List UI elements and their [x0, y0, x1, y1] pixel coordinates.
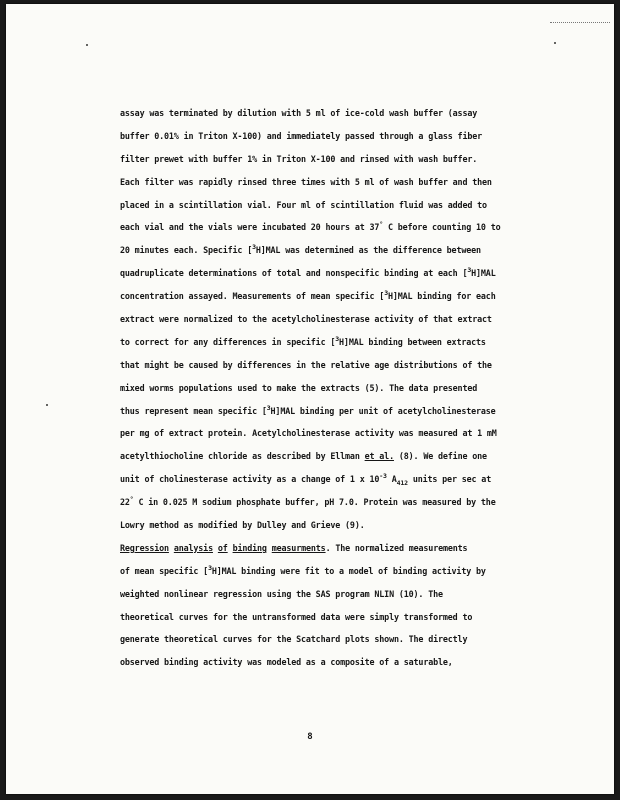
text-segment: of mean specific [ [120, 565, 209, 576]
text-line [120, 354, 550, 377]
sup-text: 3 [266, 403, 271, 412]
sup-text: 3 [335, 334, 340, 343]
text-segment: each vial and the vials were incubated 20 hours at 37 [120, 222, 380, 233]
underlined-text: analysis [173, 542, 213, 553]
text-segment: unit of cholinesterase activity as a change of 1 x 10 [120, 474, 380, 485]
text-line [120, 651, 550, 674]
text-segment: H]MAL [471, 268, 496, 279]
text-segment: H]MAL binding for each [387, 291, 496, 302]
text-line [120, 285, 550, 308]
text-segment: quadruplicate determinations of total and nonspecific binding at each [ [120, 268, 468, 279]
text-line [120, 400, 550, 423]
text-segment: acetylthiocholine chloride as described by Ellman [120, 451, 365, 462]
text-line [120, 560, 550, 583]
body-text [120, 102, 550, 674]
text-segment: per mg of extract protein. Acetylcholinesterase activity was measured at 1 mM [120, 428, 497, 439]
text-line [120, 216, 550, 239]
text-segment: thus represent mean specific [ [120, 405, 267, 416]
text-segment: theoretical curves for the untransformed data were simply transformed to [120, 611, 473, 622]
underlined-text: binding [232, 542, 267, 553]
text-segment: A [386, 474, 397, 485]
text-line [120, 628, 550, 651]
sup-text: 3 [208, 563, 212, 572]
text-segment: buffer 0.01% in Triton X-100) and immediately passed through a glass fiber [120, 130, 483, 141]
text-line [120, 606, 550, 629]
sup-text: ° [129, 495, 134, 504]
text-segment: to correct for any differences in specific [ [120, 336, 336, 347]
text-segment: generate theoretical curves for the Scatchard plots shown. The directly [120, 634, 468, 645]
text-segment: concentration assayed. Measurements of mean specific [ [120, 291, 385, 302]
text-segment: that might be caused by differences in the relative age distributions of the [120, 359, 492, 370]
paper-speck [554, 42, 556, 44]
text-segment: weighted nonlinear regression using the SAS program NLIN (10). The [120, 588, 443, 599]
text-line [120, 171, 550, 194]
text-line [120, 308, 550, 331]
text-segment: 22 [120, 497, 130, 508]
text-line [120, 491, 550, 514]
page-number: 8 [307, 732, 313, 742]
text-line [120, 262, 550, 285]
text-line [120, 148, 550, 171]
text-segment: H]MAL binding per unit of acetylcholinesterase [270, 405, 496, 416]
text-line [120, 125, 550, 148]
text-line [120, 194, 550, 217]
text-segment: H]MAL binding were fit to a model of binding activity by [211, 565, 486, 576]
paper-speck [86, 44, 88, 46]
underlined-text: et al. [364, 451, 394, 462]
text-segment: C in 0.025 M sodium phosphate buffer, pH 7.0. Protein was measured by the [133, 497, 496, 508]
underlined-text: Regression [120, 542, 169, 553]
underlined-text: measurments [271, 542, 326, 553]
paper-speck [46, 404, 48, 406]
text-segment: extract were normalized to the acetylcholinesterase activity of that extract [120, 314, 492, 325]
text-segment: C before counting 10 to [383, 222, 501, 233]
text-segment: (8). We define one [393, 451, 487, 462]
text-segment: . The normalized measurements [325, 542, 468, 553]
text-segment: assay was terminated by dilution with 5 ml of ice-cold wash buffer (assay [120, 108, 478, 118]
sup-text: 3 [467, 266, 472, 275]
text-segment: H]MAL was determined as the difference between [255, 245, 481, 256]
sub-text: 412 [396, 479, 408, 488]
text-segment: mixed worms populations used to make the extracts (5). The data presented [120, 382, 478, 393]
sup-text: 3 [384, 289, 388, 298]
underlined-text: of [217, 542, 228, 553]
text-line [120, 331, 550, 354]
text-segment: Each filter was rapidly rinsed three times with 5 ml of wash buffer and then [120, 176, 492, 187]
page-edge-mark [550, 22, 610, 37]
text-segment: H]MAL binding between extracts [339, 336, 486, 347]
text-line [120, 445, 550, 468]
text-line [120, 583, 550, 606]
text-segment: 20 minutes each. Specific [ [120, 245, 253, 256]
text-line [120, 239, 550, 262]
text-segment: Lowry method as modified by Dulley and Grieve (9). [120, 520, 365, 531]
sup-text: ° [379, 220, 384, 229]
text-segment: units per sec at [407, 474, 492, 485]
text-line [120, 537, 550, 560]
text-segment: observed binding activity was modeled as a composite of a saturable, [120, 657, 453, 668]
text-line [120, 377, 550, 400]
sup-text: -3 [379, 472, 387, 481]
text-segment: placed in a scintillation vial. Four ml of scintillation fluid was added to [120, 199, 487, 210]
text-segment: filter prewet with buffer 1% in Triton X-100 and rinsed with wash buffer. [120, 153, 478, 164]
text-line [120, 514, 550, 537]
text-line [120, 102, 550, 125]
text-line [120, 422, 550, 445]
text-line [120, 468, 550, 491]
sup-text: 3 [252, 243, 256, 252]
